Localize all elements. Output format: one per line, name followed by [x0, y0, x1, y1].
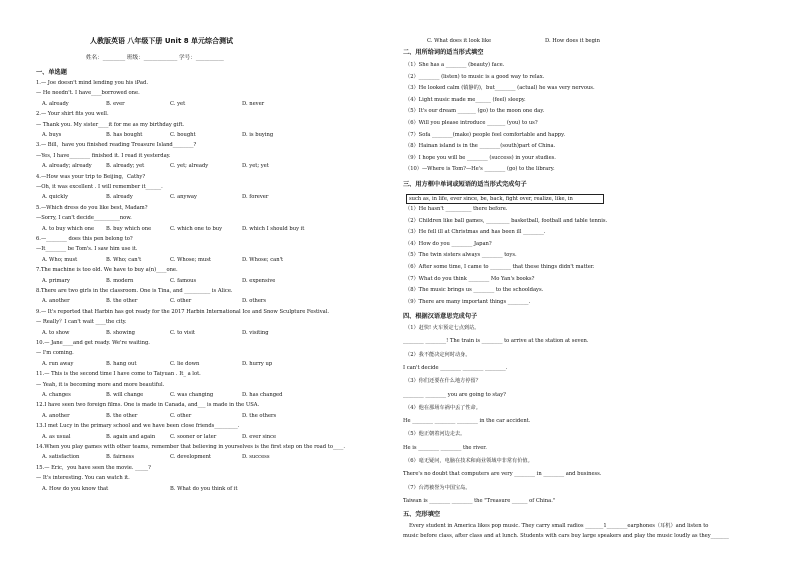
question-line: — He needn't. I have____borrowed one. [36, 90, 140, 97]
question-line: 8.There are two girls in the classroom. One is Tina, and __________ is Alice. [36, 288, 233, 294]
question-line: —Oh, it was excellent . I will remember it______. [36, 184, 163, 190]
translation-line: （3）你们还要在什么地方停留？ [405, 378, 481, 385]
question-line: — Yeah, it is becoming more and more beautiful. [36, 381, 165, 388]
exercise-item: （2）________ (listen) to music is a good way to relax. [405, 73, 545, 80]
question-options [42, 330, 322, 337]
option: A. already; already [42, 163, 92, 170]
question-line: 7.The machine is too old. We have to buy a(n)____one. [36, 267, 178, 274]
option: B. fairness [106, 454, 134, 461]
option: B. the other [106, 298, 138, 305]
cloze-line: music before class, after class and at lunch. Students with cars buy large speakers and play the music loudly as they_______ [403, 533, 729, 539]
option: C. was changing [170, 392, 214, 398]
option: C. which one to buy [170, 225, 223, 232]
translation-line: （2）我不能决定何时动身。 [405, 351, 471, 358]
question-line: 15.— Eric，you have seen the movie. _____? [36, 464, 151, 471]
option: A. as usual [42, 433, 71, 440]
option: A. quickly [42, 194, 69, 201]
exercise-item: （9）There are many important things ________. [405, 298, 531, 305]
option: B. will change [106, 392, 144, 398]
option: B. modern [106, 277, 134, 284]
exercise-item: （5）It's our dream _______ (go) to the moon one day. [405, 108, 545, 115]
question-options [42, 257, 322, 264]
question-line: 11.— This is the second time I have come to Taiyuan . It_ a lot. [36, 371, 201, 378]
section-heading-5: 五、完形填空 [403, 511, 441, 518]
option: A. run away [42, 360, 74, 367]
section-heading-1: 一、单选题 [36, 69, 67, 76]
option: C. yet [170, 100, 186, 107]
option: B. ever [106, 100, 125, 107]
question-line: —Yes, I have________ finished it. I read it yesterday. [36, 152, 171, 159]
option: A. satisfaction [42, 454, 80, 461]
option: D. which I should buy it [242, 225, 305, 232]
option: B. the other [106, 412, 138, 419]
question-line: 10.— Jane____and get ready. We're waiting. [36, 340, 150, 346]
option: D. Whose; can't [242, 256, 284, 263]
exercise-item: （8）The music brings us ________ to the schooldays. [405, 287, 544, 294]
option: D. hurry up [242, 360, 273, 367]
option: A. to show [42, 329, 70, 336]
question-line: — It's interesting. You can watch it. [36, 475, 130, 482]
translation-line: （5）他正朝着河边走去。 [405, 431, 466, 438]
option: C. to visit [170, 329, 195, 336]
translation-line: He ________ ________ ________ in the car accident. [403, 418, 531, 425]
question-line: 9.— It's reported that Harbin has got ready for the 2017 Harbin International Ice and Snow Sculpture Festival. [36, 308, 330, 315]
option: C. sooner or later [170, 433, 217, 440]
question-options [42, 163, 322, 170]
exercise-item: （7）What do you think ________ Mo Yan's books? [405, 275, 535, 282]
option: C. yet; already [170, 163, 209, 170]
option: C. lie down [170, 360, 200, 367]
option: C. famous [170, 277, 197, 284]
exercise-item: （6）Will you please introduce _______ (you) to us? [405, 120, 538, 126]
cloze-line: Every student in America likes pop music. They carry small radios _______1________earphones（耳机）and listen to [409, 523, 709, 529]
option: B. buy which one [106, 225, 152, 232]
translation-line: ________ ________ you are going to stay? [403, 391, 506, 398]
option: B. already [106, 194, 133, 201]
translation-line: （4）他在那场车祸中丢了性命。 [405, 404, 481, 411]
option: A. primary [42, 277, 70, 284]
translation-line: （6）毫无疑问，电脑在技术和商业领域中非常有价值。 [405, 458, 533, 464]
option: D. never [242, 100, 265, 107]
translation-line: Taiwan is ________ ________ the "Treasure ______ of China." [403, 497, 556, 504]
question-line: — Thank you. My sister____it for me as my birthday gift. [36, 121, 185, 128]
option: D. visiting [242, 329, 269, 336]
question-line: 3.— Bill，have you finished reading Treasure Island________? [36, 142, 197, 149]
exercise-item: （9）I hope you will be ________ (success) in your studies. [405, 154, 556, 161]
option: C. development [170, 454, 211, 461]
question-options [42, 226, 322, 233]
option: A. How do you know that [42, 485, 109, 492]
question-options [42, 298, 322, 305]
question-options [42, 434, 322, 441]
question-options [42, 194, 322, 201]
translation-line: I can't decide ________ ________ ________. [403, 364, 508, 371]
option: D. others [242, 298, 267, 305]
question-line: — I'm coming. [36, 350, 74, 357]
exercise-item: （3）He looked calm (镇静的)，but________ (actual) he was very nervous. [405, 85, 595, 92]
option: A. Who; must [42, 256, 78, 263]
option: A. changes [42, 392, 71, 398]
section-heading-2: 二、用所给词的适当形式填空 [403, 49, 484, 56]
question-line: 6.—________ does this pen belong to? [36, 236, 133, 242]
option: D. has changed [242, 392, 283, 398]
option: D. yet; yet [242, 163, 269, 170]
option: D. the others [242, 412, 277, 419]
option: B. hang out [106, 360, 137, 367]
exercise-item: （7）Sofa ________(make) people feel comfortable and happy. [405, 131, 565, 138]
option: B. What do you think of it [170, 485, 238, 492]
translation-line: He is ________ ________ the river. [403, 444, 487, 451]
word-box: such as, in life, ever since, be, back, fight over, realize, like, in [406, 194, 604, 204]
question-options [42, 101, 322, 108]
question-options [42, 454, 322, 461]
exercise-item: （1）He hasn't __________ there before. [405, 206, 508, 212]
question-line: 4.—How was your trip to Beijing，Cathy? [36, 173, 146, 180]
exercise-item: （10）—Where is Tom?—He's ________ (go) to the library. [405, 166, 555, 173]
question-line: — Really？I can't wait ____the city. [36, 319, 127, 326]
option: A. another [42, 298, 70, 305]
translation-line: （1）赶快! 火车预定七点到站。 [405, 325, 480, 331]
question-line: —It________ be Tom's. I saw him use it. [36, 246, 138, 253]
exercise-item: （1）She has a ________ (beauty) face. [405, 62, 505, 68]
question-line: 5.—Which dress do you like best, Madam? [36, 204, 148, 211]
option: B. already; yet [106, 163, 145, 170]
question-line: 1.— Joe doesn't mind lending you his iPad. [36, 80, 148, 86]
option: D. success [242, 454, 270, 461]
question-line: —Sorry, I can't decide__________now. [36, 215, 132, 222]
option: A. to buy which one [42, 225, 95, 232]
option: B. showing [106, 329, 135, 336]
exercise-item: （6）After some time, I came to ________ that these things didn't matter. [405, 264, 595, 270]
translation-line: There's no doubt that computers are very ________ in ________ and business. [403, 471, 602, 478]
question-options [42, 278, 322, 285]
option: A. another [42, 412, 70, 419]
exercise-item: （3）He fell ill at Christmas and has been ill ________. [405, 229, 546, 236]
question-options [42, 132, 322, 139]
option: A. already [42, 100, 69, 107]
option: B. Who; can't [106, 256, 142, 263]
option: A. buys [42, 132, 62, 138]
translation-line: （7）台湾被誉为中国宝岛。 [405, 484, 471, 491]
exercise-item: （4）Light music made me______ (feel) sleepy. [405, 96, 526, 103]
option: D. ever since [242, 433, 277, 440]
option: B. again and again [106, 433, 156, 440]
question-options [42, 361, 322, 368]
question-line: 14.When you play games with other teams, remember that believing in yourselves is the first step on the road to____. [36, 444, 345, 450]
q15-options-continued [427, 38, 707, 45]
question-line: 13.I met Lucy in the primary school and we have been close friends_________. [36, 423, 240, 430]
exercise-item: （2）Children like ball games, _________ basketball, football and table tennis. [405, 217, 608, 224]
option: C. Whose; must [170, 256, 212, 263]
question-line: 12.I have seen two foreign films. One is made in Canada, and___ is made in the USA. [36, 402, 260, 409]
exercise-item: （5）The twin sisters always ________ toys. [405, 252, 517, 259]
option: C. anyway [170, 194, 197, 201]
exercise-item: （8）Hainan island is in the ________(south)part of China. [405, 143, 556, 150]
option: D. forever [242, 194, 269, 201]
exercise-item: （4）How do you ________ Japan? [405, 240, 492, 247]
question-options [42, 486, 322, 493]
section-heading-4: 四、根据汉语意思完成句子 [403, 313, 478, 320]
option: B. has bought [106, 132, 143, 138]
question-line: 2.— Your shirt fits you well. [36, 111, 109, 118]
question-options [42, 392, 322, 399]
option: C. other [170, 412, 192, 419]
option: C. What does it look like [427, 38, 492, 44]
option: D. expensive [242, 277, 276, 284]
option: D. How does it begin [545, 38, 600, 44]
question-options [42, 413, 322, 420]
translation-line: ________ ________! The train is ________ to arrive at the station at seven. [403, 338, 589, 345]
page-title: 人教版英语 八年级下册 Unit 8 单元综合测试 [90, 37, 234, 45]
section-heading-3: 三、用方框中单词或短语的适当形式完成句子 [403, 181, 527, 188]
option: C. bought [170, 132, 196, 138]
option: D. is buying [242, 132, 274, 138]
student-info-line: 姓名：________ 班级：____________ 学号：__________ [86, 55, 224, 61]
option: C. other [170, 298, 192, 305]
